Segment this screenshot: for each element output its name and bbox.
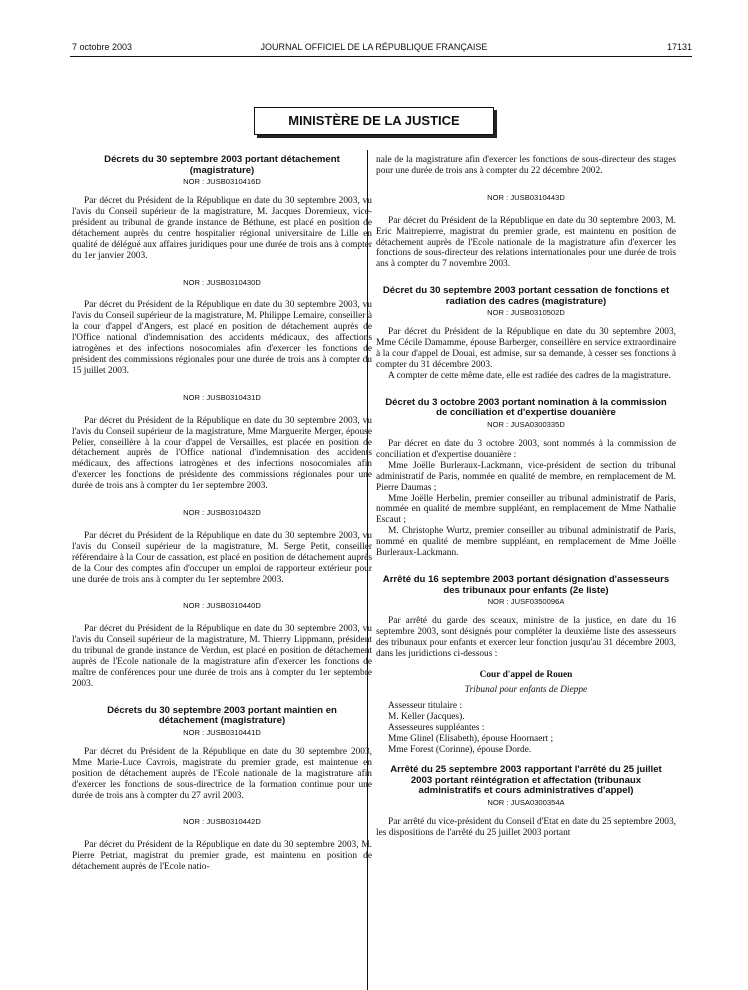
section-title: Arrêté du 16 septembre 2003 portant désignation d'assesseurs des tribunaux pour enfants (2e liste) [382,573,670,596]
ministry-title: MINISTÈRE DE LA JUSTICE [254,107,494,135]
nor-reference: NOR : JUSB0310431D [183,392,261,402]
section-title: Décret du 30 septembre 2003 portant cessation de fonctions et radiation des cadres (magistrature) [382,285,670,307]
section-title: Décret du 3 octobre 2003 portant nomination à la commission de conciliation et d'expertise douanière [385,396,667,419]
decree-paragraph: Par décret du Président de la République en date du 30 septembre 2003, Mme Marie-Luce Cavrois, magistrate du premier grade, est maintenue en position de détachement auprès de l'Ecole nationale de la magistrature afin d'exercer les fonctions de sous-directrice de la formation continue pour une durée de trois ans à compter du 27 avril 2003. [72,746,372,801]
decree-paragraph: Par décret du Président de la République en date du 30 septembre 2003, vu l'avis du Conseil supérieur de la magistrature, M. Serge Petit, conseiller référendaire à la Cour de cassation, est placé en position de détachement auprès de la Cour des comptes afin d'occuper un emploi de rapporteur extérieur pour une durée de trois ans à compter du 1er septembre 2003. [72,530,372,585]
nor-reference: NOR : JUSA0300354A [487,797,565,807]
list-item: M. Keller (Jacques). [388,712,465,723]
list-item: Assesseures suppléantes : [388,723,485,734]
nor-reference: NOR : JUSB0310416D [183,177,261,187]
header-journal-title: JOURNAL OFFICIEL DE LA RÉPUBLIQUE FRANÇAISE [260,42,488,52]
list-item: Assesseur titulaire : [388,701,462,712]
appointment-item: Mme Joëlle Burleraux-Lackmann, vice-président de section du tribunal administratif de Paris, nommée en qualité de membre, en remplacement de M. Pierre Daumas ; [376,460,676,493]
decree-paragraph: Par décret du Président de la République en date du 30 septembre 2003, M. Eric Maitrepierre, magistrat du premier grade, est maintenu en position de détachement auprès de l'Ecole nationale de la magistrature afin d'exercer les fonctions de sous-directeur des relations internationales pour une durée de trois ans à compter du 7 novembre 2003. [376,215,676,270]
header-rule [70,56,692,57]
decree-paragraph-continued: nale de la magistrature afin d'exercer les fonctions de sous-directeur des stages pour une durée de trois ans à compter du 22 décembre 2002. [376,155,676,176]
decree-paragraph: Par décret du Président de la République en date du 30 septembre 2003, vu l'avis du Conseil supérieur de la magistrature, M. Thierry Lippmann, président du tribunal de grande instance de Verdun, est placé en position de détachement auprès de l'Ecole nationale de la magistrature afin d'exercer les fonctions de maître de conférences pour une durée de trois ans à compter du 1er septembre 2003. [72,624,372,689]
header-page-number: 17131 [666,42,692,52]
left-column [72,155,372,873]
right-column [376,155,676,839]
appointment-item: M. Christophe Wurtz, premier conseiller au tribunal administratif de Paris, nommé en qualité de membre suppléant, en remplacement de Mme Joëlle Burleraux-Lackmann. [376,526,676,559]
nor-reference: NOR : JUSB0310440D [183,601,261,611]
section-title: Arrêté du 25 septembre 2003 rapportant l'arrêté du 25 juillet 2003 portant réintégration et affectation (tribunaux administratifs et cours administratives d'appel) [390,764,662,797]
nor-reference: NOR : JUSB0310442D [183,817,261,827]
nor-reference: NOR : JUSB0310432D [183,508,261,518]
decree-paragraph: Par arrêté du garde des sceaux, ministre de la justice, en date du 16 septembre 2003, sont désignés pour compléter la deuxième liste des assesseurs des tribunaux pour enfants et exercer leur fonction jusqu'au 31 décembre 2003, dans les juridictions ci-dessous : [376,616,676,659]
decree-paragraph: Par décret du Président de la République en date du 30 septembre 2003, vu l'avis du Conseil supérieur de la magistrature, M. Jacques Doremieux, vice-président au tribunal de grande instance de Béthune, est placé en position de détachement auprès du centre hospitalier régional universitaire de Lille en qualité de délégué aux affaires juridiques pour une durée de trois ans à compter du 1er janvier 2003. [72,196,372,261]
header-date: 7 octobre 2003 [72,42,133,52]
decree-paragraph: A compter de cette même date, elle est radiée des cadres de la magistrature. [388,370,671,381]
decree-paragraph: Par décret du Président de la République en date du 30 septembre 2003, M. Pierre Petriat, magistrat du premier grade, est maintenu en position de détachement auprès de l'Ecole natio- [72,840,372,873]
appointment-item: Mme Joëlle Herbelin, premier conseiller au tribunal administratif de Paris, nommée en qualité de membre suppléant, en remplacement de Mme Nathalie Escaut ; [376,493,676,526]
decree-paragraph: Par décret du Président de la République en date du 30 septembre 2003, vu l'avis du Conseil supérieur de la magistrature, Mme Marguerite Merger, épouse Pelier, conseillère à la cour d'appel de Versailles, est placée en position de détachement auprès de l'Office national d'indemnisation des accidents médicaux, des affections iatrogènes et des infections nosocomiales afin d'exercer les fonctions de présidente des commissions régionales pour une durée de trois ans à compter du 1er septembre 2003. [72,415,372,492]
nor-reference: NOR : JUSB0310430D [183,277,261,287]
nor-reference: NOR : JUSB0310441D [183,728,261,737]
nor-reference: NOR : JUSF0350096A [487,597,565,607]
decree-paragraph: Par décret du Président de la République en date du 30 septembre 2003, Mme Cécile Damamme, épouse Barberger, conseillère en service extraordinaire à la cour d'appel de Douai, est admise, sur sa demande, à cesser ses fonctions à compter du 31 décembre 2003. [376,327,676,371]
decree-paragraph: Par décret du Président de la République en date du 30 septembre 2003, vu l'avis du Conseil supérieur de la magistrature, M. Philippe Lemaire, conseiller à la cour d'appel d'Angers, est placé en position de détachement auprès de l'Office national d'indemnisation des accidents médicaux, des affections iatrogènes et des infections nosocomiales afin d'exercer les fonctions de président des commissions régionales pour une durée de trois ans à compter du 15 juillet 2003. [72,300,372,376]
nor-reference: NOR : JUSB0310502D [487,308,565,318]
section-title: Décrets du 30 septembre 2003 portant maintien en détachement (magistrature) [107,704,337,727]
nor-reference: NOR : JUSB0310443D [487,192,565,202]
list-item: Mme Forest (Corinne), épouse Dorde. [388,745,532,756]
decree-paragraph: Par arrêté du vice-président du Conseil d'Etat en date du 25 septembre 2003, les dispositions de l'arrêté du 25 juillet 2003 portant [376,816,676,838]
list-item: Mme Glinel (Elisabeth), épouse Hoornaert ; [388,734,554,745]
decree-paragraph: Par décret en date du 3 octobre 2003, sont nommés à la commission de conciliation et d'expertise douanière : [376,438,676,460]
court-heading: Cour d'appel de Rouen [479,669,573,680]
tribunal-heading: Tribunal pour enfants de Dieppe [464,684,588,695]
section-title: Décrets du 30 septembre 2003 portant détachement (magistrature) [104,154,340,176]
nor-reference: NOR : JUSA0300335D [487,420,565,430]
